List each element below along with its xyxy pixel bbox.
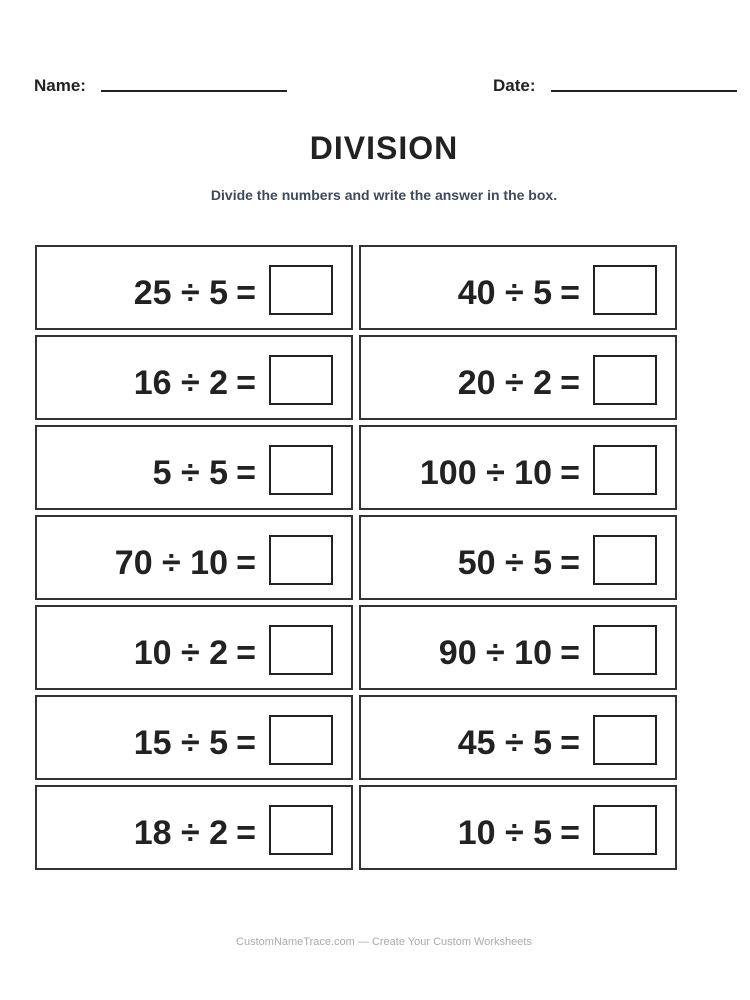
division-expression: 40 ÷ 5: [457, 274, 552, 312]
problem-card: [35, 515, 353, 600]
problem-card: [35, 605, 353, 690]
equals-sign: =: [560, 274, 580, 312]
date-label: Date:: [493, 76, 536, 95]
worksheet-header: [0, 74, 750, 98]
problem-card: [359, 245, 677, 330]
equals-sign: =: [236, 544, 256, 582]
answer-box[interactable]: [269, 805, 333, 855]
equals-sign: =: [560, 634, 580, 672]
name-field-line[interactable]: [101, 90, 287, 92]
page-title: DIVISION: [309, 130, 459, 166]
problem-card: [35, 785, 353, 870]
equals-sign: =: [560, 364, 580, 402]
division-expression: 100 ÷ 10: [419, 454, 552, 492]
answer-box[interactable]: [269, 265, 333, 315]
problem-card: [359, 695, 677, 780]
problem-card: [359, 515, 677, 600]
answer-box[interactable]: [269, 535, 333, 585]
problem-card: [35, 335, 353, 420]
division-expression: 10 ÷ 5: [457, 814, 552, 852]
answer-box[interactable]: [593, 355, 657, 405]
division-expression: 15 ÷ 5: [133, 724, 228, 762]
equals-sign: =: [236, 634, 256, 672]
answer-box[interactable]: [269, 625, 333, 675]
equals-sign: =: [236, 454, 256, 492]
problem-card: [35, 245, 353, 330]
problem-card: [359, 785, 677, 870]
answer-box[interactable]: [269, 715, 333, 765]
footer-text: CustomNameTrace.com — Create Your Custom Worksheets: [236, 936, 532, 948]
problem-card: [359, 335, 677, 420]
problem-card: [359, 605, 677, 690]
equals-sign: =: [236, 274, 256, 312]
answer-box[interactable]: [593, 805, 657, 855]
division-expression: 18 ÷ 2: [133, 814, 228, 852]
equals-sign: =: [560, 814, 580, 852]
equals-sign: =: [560, 544, 580, 582]
date-field-line[interactable]: [551, 90, 737, 92]
division-expression: 5 ÷ 5: [152, 454, 228, 492]
equals-sign: =: [236, 814, 256, 852]
division-expression: 16 ÷ 2: [133, 364, 228, 402]
instructions-text: Divide the numbers and write the answer in the box.: [210, 187, 558, 203]
division-expression: 20 ÷ 2: [457, 364, 552, 402]
equals-sign: =: [560, 724, 580, 762]
division-expression: 10 ÷ 2: [133, 634, 228, 672]
division-expression: 90 ÷ 10: [438, 634, 552, 672]
answer-box[interactable]: [593, 445, 657, 495]
equals-sign: =: [236, 724, 256, 762]
division-expression: 25 ÷ 5: [133, 274, 228, 312]
equals-sign: =: [560, 454, 580, 492]
answer-box[interactable]: [593, 265, 657, 315]
division-expression: 45 ÷ 5: [457, 724, 552, 762]
problem-card: [35, 425, 353, 510]
answer-box[interactable]: [269, 355, 333, 405]
division-expression: 70 ÷ 10: [114, 544, 228, 582]
equals-sign: =: [236, 364, 256, 402]
answer-box[interactable]: [593, 535, 657, 585]
problem-card: [359, 425, 677, 510]
division-expression: 50 ÷ 5: [457, 544, 552, 582]
answer-box[interactable]: [593, 715, 657, 765]
name-label: Name:: [34, 76, 86, 95]
answer-box[interactable]: [593, 625, 657, 675]
problem-card: [35, 695, 353, 780]
answer-box[interactable]: [269, 445, 333, 495]
